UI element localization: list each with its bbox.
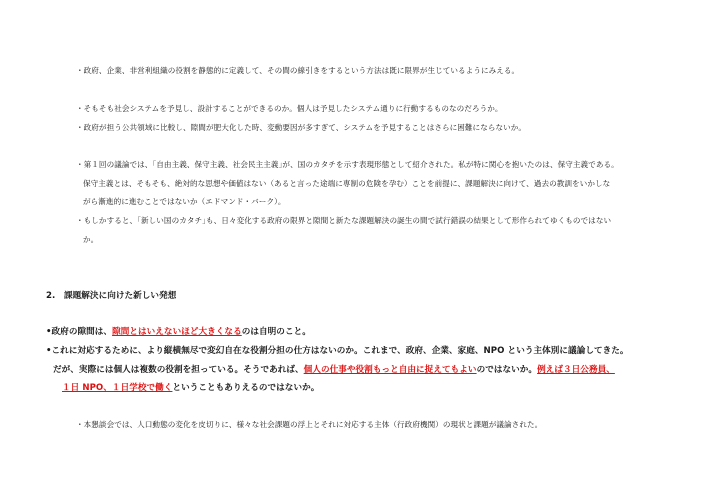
bullet-2-highlight-1: 個人の仕事や役割もっと自由に捉えてもよい bbox=[303, 365, 477, 375]
bullet-2-line-2 bbox=[53, 364, 615, 376]
paragraph-5-line-1: ・もしかすると、｢新しい国のカタチ｣も、日々変化する政府の限界と隙間と新たな課題解決の誕生の間で試行錯誤の結果として形作られてゆくものではない bbox=[76, 216, 612, 225]
bullet-2-line-3 bbox=[62, 382, 319, 394]
bullet-2-text-mid: のではないか。 bbox=[476, 365, 538, 375]
bullet-1-highlight: 隙間とはいえないほど大きくなる bbox=[112, 327, 242, 337]
bullet-1-text-end: のは自明のこと。 bbox=[241, 327, 311, 337]
bullet-1 bbox=[46, 326, 311, 338]
paragraph-2: ・そもそも社会システムを予見し、設計することができるのか。個人は予見したシステム通りに行動するものなのだろうか。 bbox=[76, 104, 503, 113]
bullet-2-line-1: •これに対応するために、より縦横無尽で変幻自在な役割分担の仕方はないのか。これまで、政府、企業、家庭、NPO という主体別に議論してきた。 bbox=[46, 346, 629, 356]
paragraph-4-line-1: ・第１回の議論では、｢自由主義、保守主義、社会民主主義｣が、国のカタチを示す表現形態として紹介された。私が特に関心を抱いたのは、保守主義である。 bbox=[76, 160, 619, 169]
paragraph-1: ・政府、企業、非営利組織の役割を静態的に定義して、その間の線引きをするという方法は既に限界が生じているようにみえる。 bbox=[76, 66, 520, 75]
paragraph-3: ・政府が担う公共領域に比較し、隙間が肥大化した時、変動要因が多すぎて、システムを予見することはさらに困難にならないか。 bbox=[76, 123, 527, 132]
bullet-2-text-end: ということもありえるのではないか。 bbox=[172, 383, 320, 393]
section-heading: 2. 課題解決に向けた新しい発想 bbox=[46, 291, 177, 301]
paragraph-4-line-3: がら漸進的に進むことではないか（エドマンド・バーク）。 bbox=[83, 197, 286, 206]
bullet-2-text-start: だが、実際には個人は複数の役割を担っている。そうであれば、 bbox=[53, 365, 304, 375]
paragraph-5-line-2: か。 bbox=[83, 235, 99, 244]
bullet-2-highlight-3: １日 NPO、１日学校で働く bbox=[62, 383, 173, 393]
closing-paragraph: ・本懇談会では、人口動態の変化を皮切りに、様々な社会課題の浮上とそれに対応する主体（行政府機関）の現状と課題が議論された。 bbox=[76, 420, 543, 429]
bullet-2-highlight-2: 例えば３日公務員、 bbox=[537, 365, 615, 375]
bullet-1-text-start: •政府の隙間は、 bbox=[46, 327, 113, 337]
paragraph-4-line-2: 保守主義とは、そもそも、絶対的な思想や価値はない（あると言った途端に専制の危険を孕む）ことを前提に、課題解決に向けて、過去の教訓をいかしな bbox=[83, 179, 611, 188]
